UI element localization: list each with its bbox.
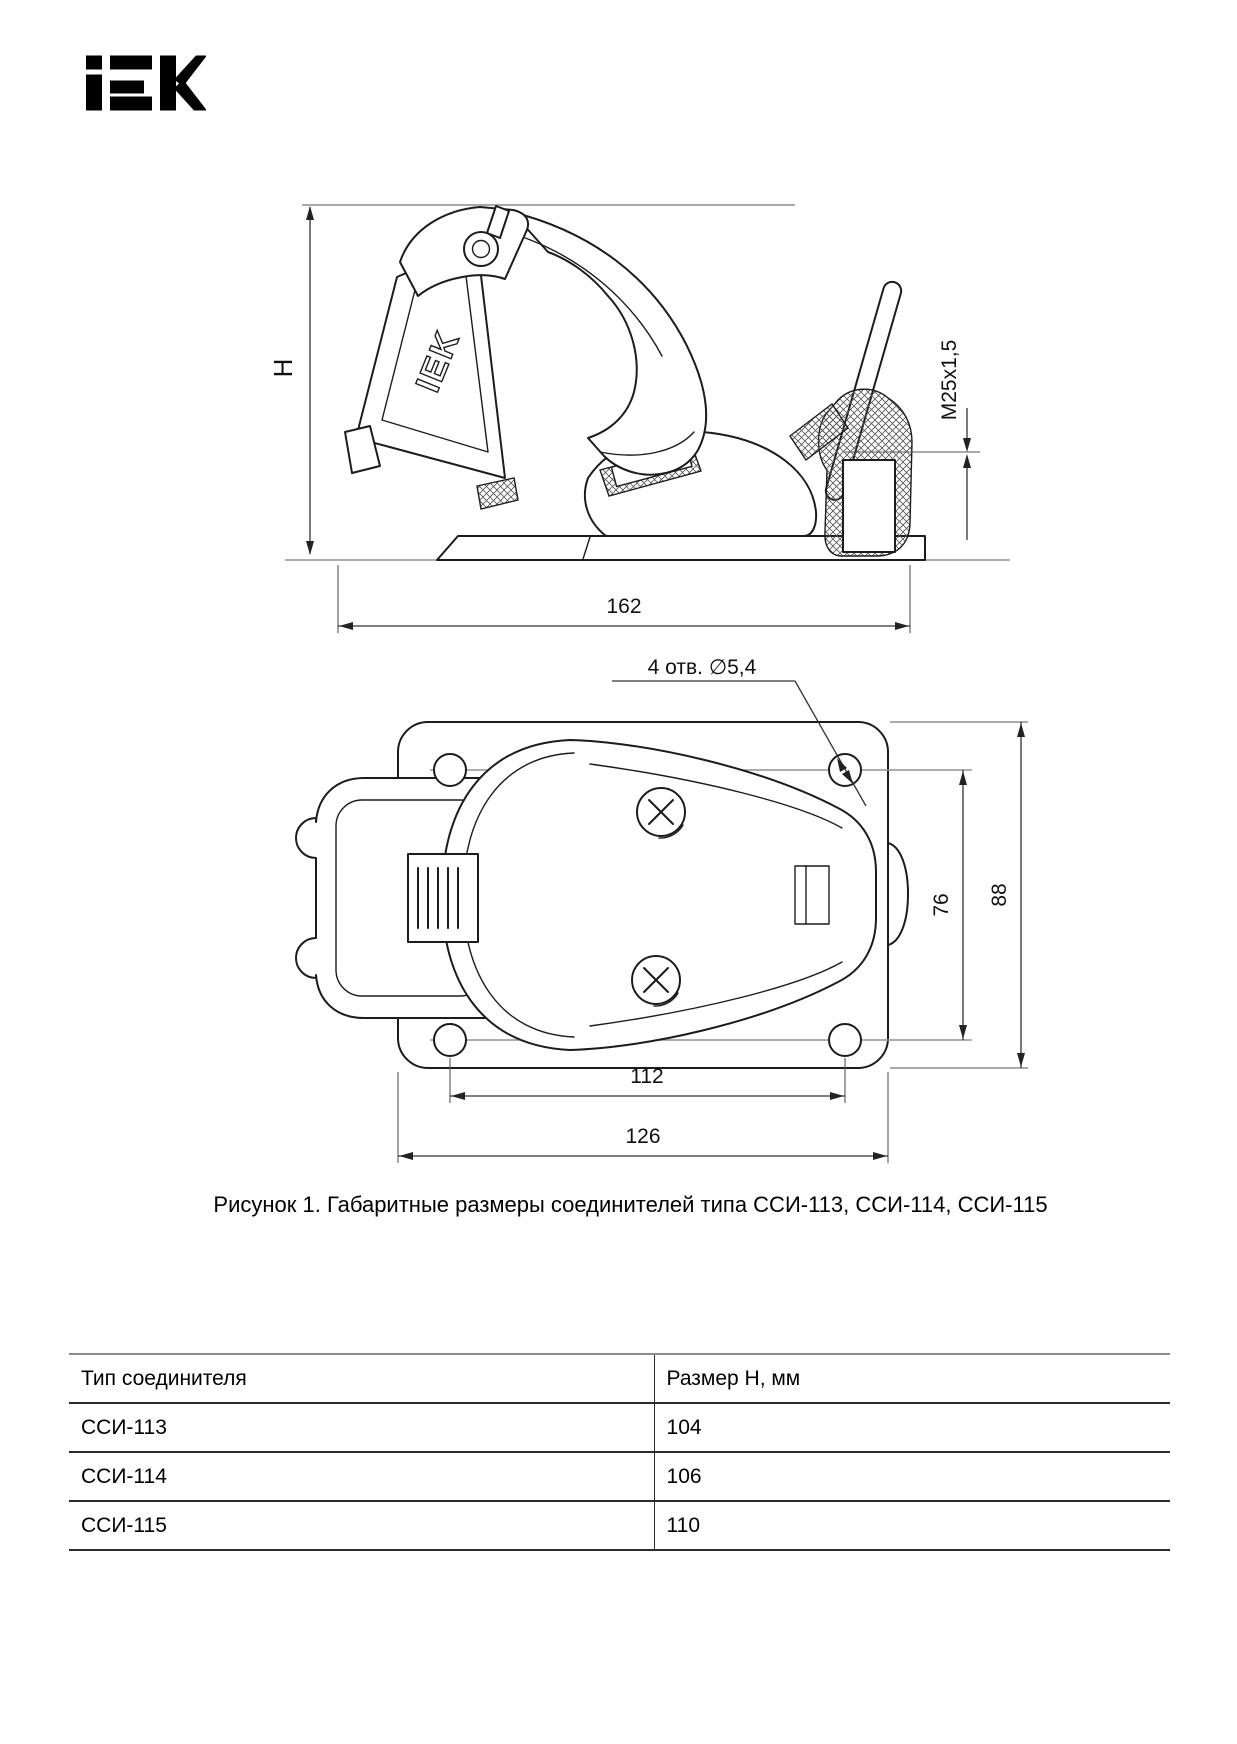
dim-label-holes: 4 отв. ∅5,4 (647, 656, 757, 679)
mount-hole (829, 1024, 861, 1056)
side-view-drawing (230, 150, 1010, 650)
cell-type: ССИ-114 (69, 1452, 654, 1501)
dim-label-thread: M25x1,5 (938, 339, 961, 421)
table-header-row (69, 1354, 1170, 1403)
cell-type: ССИ-113 (69, 1403, 654, 1452)
cell-size: 104 (654, 1403, 1170, 1452)
col-header-type: Тип соединителя (69, 1354, 654, 1403)
logo-i-bar (86, 75, 102, 111)
iek-logo (76, 55, 206, 111)
logo-k-lower (174, 80, 206, 111)
mount-hole (434, 754, 466, 786)
gland-end (888, 843, 908, 945)
dim-label-162: 162 (606, 595, 642, 618)
logo-e-top (110, 56, 152, 70)
spec-table (69, 1353, 1170, 1551)
body-detail-rect (795, 866, 829, 924)
dim-label-h: H (268, 358, 298, 378)
logo-k-upper (174, 56, 206, 87)
dim-label-76: 76 (930, 893, 953, 917)
dim-label-88: 88 (988, 883, 1011, 907)
top-view-drawing (290, 635, 1040, 1175)
hinge-outer (464, 232, 498, 266)
cell-size: 106 (654, 1452, 1170, 1501)
mount-hole (434, 1024, 466, 1056)
body-handle (512, 212, 706, 475)
table-row (69, 1452, 1170, 1501)
figure-caption: Рисунок 1. Габаритные размеры соединителей типа ССИ-113, ССИ-114, ССИ-115 (213, 1192, 1048, 1217)
cell-size: 110 (654, 1501, 1170, 1550)
logo-e-bot (110, 97, 152, 111)
logo-i-dot (86, 56, 102, 70)
gland-bore (843, 460, 895, 552)
cell-type: ССИ-115 (69, 1501, 654, 1550)
table-row (69, 1403, 1170, 1452)
device-logo-text: IEK (408, 325, 468, 398)
col-header-size: Размер H, мм (654, 1354, 1170, 1403)
logo-k-stem (160, 56, 176, 111)
dim-label-112: 112 (630, 1065, 664, 1088)
dim-label-126: 126 (625, 1125, 661, 1148)
table-row (69, 1501, 1170, 1550)
logo-e-mid (110, 81, 144, 94)
